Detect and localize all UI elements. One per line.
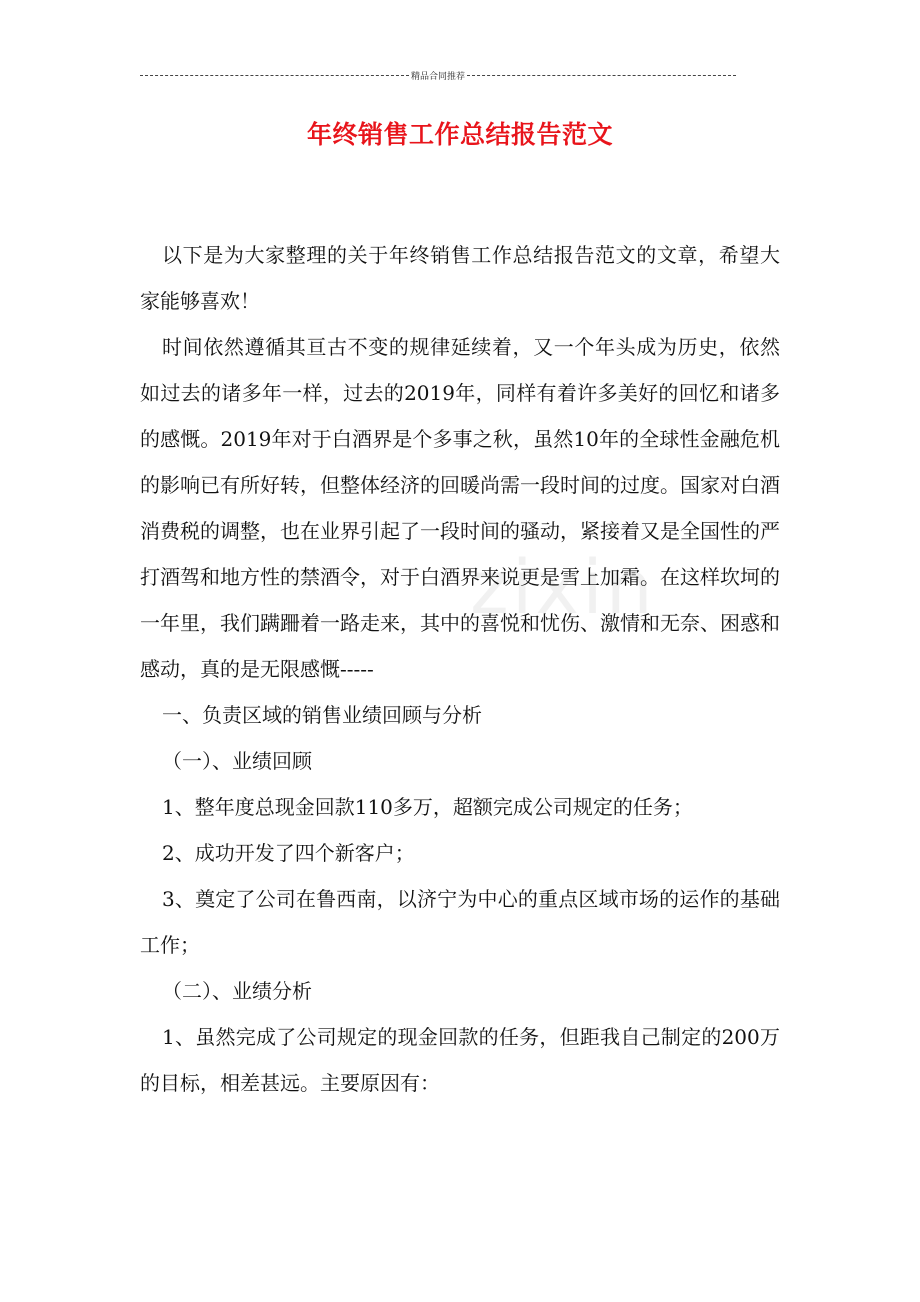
subsection-heading: （一）、业绩回顾: [162, 749, 312, 773]
subsection-heading: （二）、业绩分析: [162, 979, 312, 1003]
intro-paragraph: 以下是为大家整理的关于年终销售工作总结报告范文的文章，希望大家能够喜欢！: [140, 243, 780, 313]
watermark: zixin: [470, 545, 656, 631]
document-title: 年终销售工作总结报告范文: [306, 120, 613, 149]
page-header: [140, 68, 736, 82]
header-text: 精品合同推荐: [411, 71, 466, 82]
section-heading: 一、负责区域的销售业绩回顾与分析: [162, 703, 482, 727]
document-body: [140, 232, 780, 1106]
list-item: 1、虽然完成了公司规定的现金回款的任务，但距我自己制定的200万的目标，相差甚远。主要原因有：: [140, 1025, 780, 1095]
header-dash-left: [140, 75, 409, 76]
list-item: 1、整年度总现金回款110多万，超额完成公司规定的任务；: [162, 795, 693, 819]
header-dash-right: [467, 75, 736, 76]
body-paragraph: 时间依然遵循其亘古不变的规律延续着，又一个年头成为历史，依然如过去的诸多年一样，过去的2019年，同样有着许多美好的回忆和诸多的感慨。2019年对于白酒界是个多事之秋，虽然10年的全球性金融危机的影响已有所好转，但整体经济的回暖尚需一段时间的过度。国家对白酒消费税的调整，也在业界引起了一段时间的骚动，紧接着又是全国性的严打酒驾和地方性的禁酒令，对于白酒界来说更是雪上加霜。在这样坎坷的一年里，我们蹒跚着一路走来，其中的喜悦和忧伤、激情和无奈、困惑和感动，真的是无限感慨-----: [140, 335, 780, 681]
list-item: 3、奠定了公司在鲁西南，以济宁为中心的重点区域市场的运作的基础工作；: [140, 887, 780, 957]
list-item: 2、成功开发了四个新客户；: [162, 841, 415, 865]
